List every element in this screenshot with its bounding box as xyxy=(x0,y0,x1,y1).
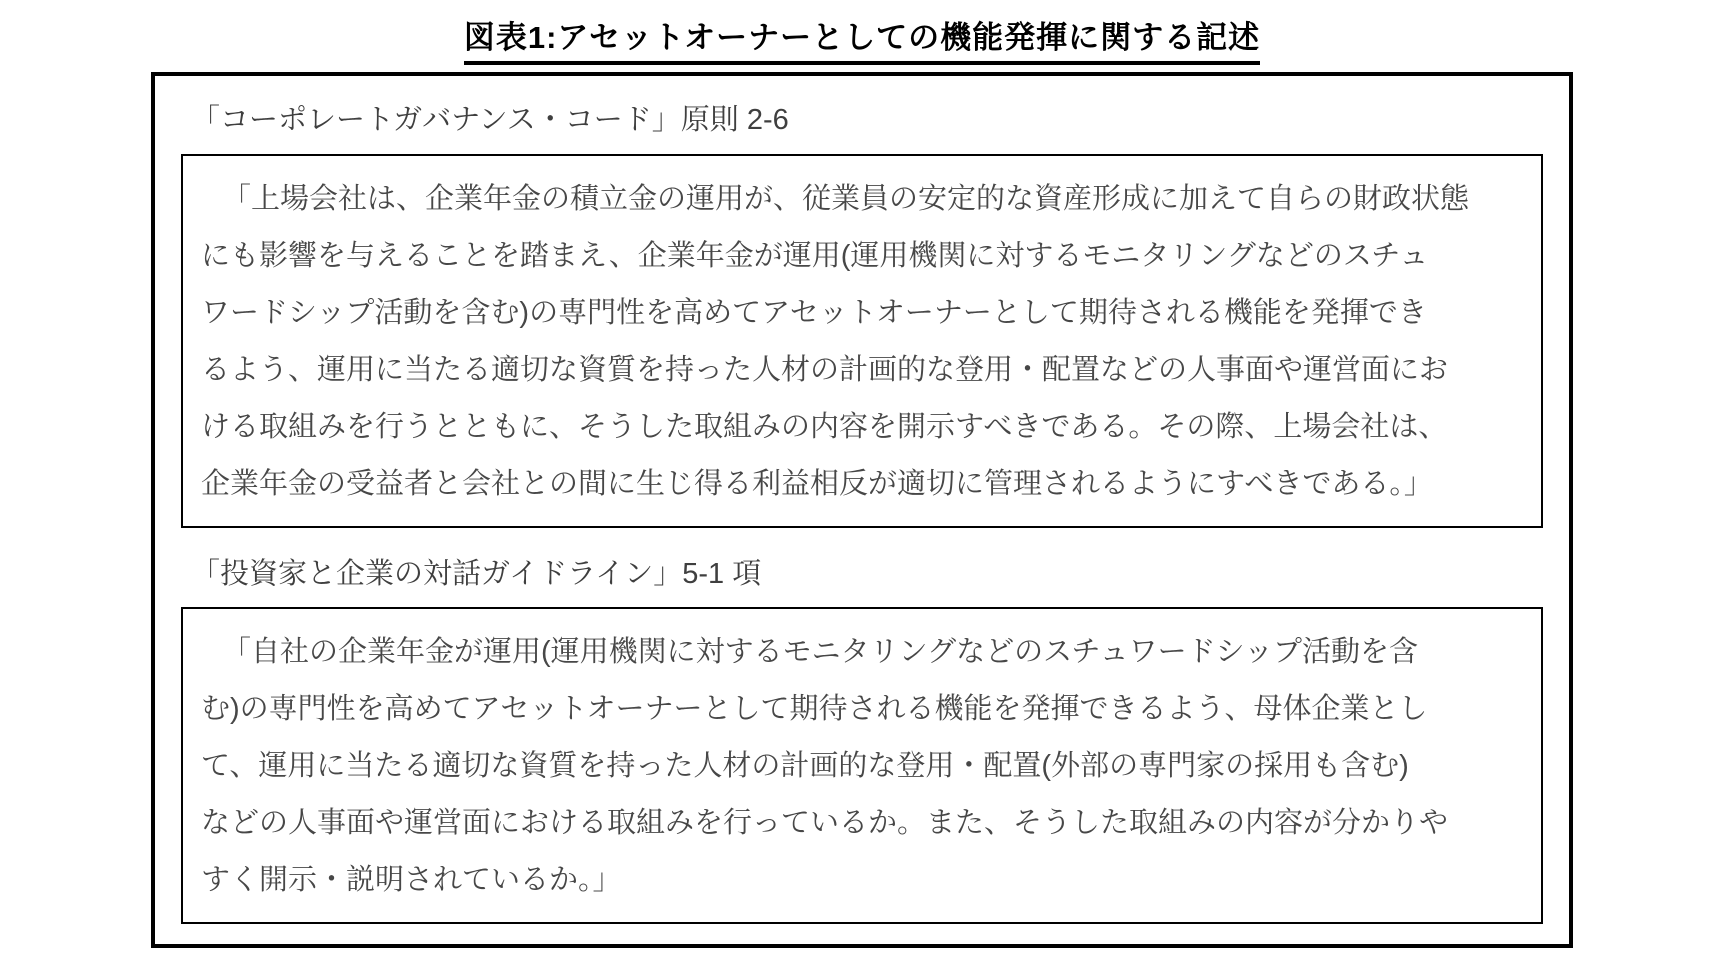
quote-line: ワードシップ活動を含む)の専門性を高めてアセットオーナーとして期待される機能を発揮でき xyxy=(201,296,1427,329)
quote-line: などの人事面や運営面における取組みを行っているか。また、そうした取組みの内容が分かりや xyxy=(201,807,1449,840)
quote-line: む)の専門性を高めてアセットオーナーとして期待される機能を発揮できるよう、母体企業とし xyxy=(201,693,1428,726)
title-row xyxy=(0,18,1724,65)
section-heading-corporate-governance-code: 「コーポレートガバナンス・コード」原則 2-6 xyxy=(191,104,789,137)
section-dialogue-guidelines xyxy=(181,554,1543,925)
quote-line: るよう、運用に当たる適切な資質を持った人材の計画的な登用・配置などの人事面や運営面にお xyxy=(201,353,1449,386)
quote-line: 「上場会社は、企業年金の積立金の運用が、従業員の安定的な資産形成に加えて自らの財政状態 xyxy=(222,182,1470,215)
section-heading-dialogue-guidelines: 「投資家と企業の対話ガイドライン」5-1 項 xyxy=(191,557,762,590)
figure-title: 図表1:アセットオーナーとしての機能発揮に関する記述 xyxy=(464,18,1260,65)
quote-line: 「自社の企業年金が運用(運用機関に対するモニタリングなどのスチュワードシップ活動を含 xyxy=(222,636,1419,669)
quote-box-dialogue-guidelines xyxy=(181,607,1543,924)
section-corporate-governance-code xyxy=(181,100,1543,528)
quote-line: にも影響を与えることを踏まえ、企業年金が運用(運用機関に対するモニタリングなどのスチュ xyxy=(201,239,1429,272)
figure-outer-box xyxy=(151,72,1573,948)
quote-line: すく開示・説明されているか。」 xyxy=(201,864,622,897)
quote-line: ける取組みを行うとともに、そうした取組みの内容を開示すべきである。その際、上場会社は、 xyxy=(201,410,1448,443)
quote-box-corporate-governance-code xyxy=(181,154,1543,528)
quote-line: 企業年金の受益者と会社との間に生じ得る利益相反が適切に管理されるようにすべきである。」 xyxy=(201,467,1433,500)
quote-line: て、運用に当たる適切な資質を持った人材の計画的な登用・配置(外部の専門家の採用も含む) xyxy=(201,750,1409,783)
